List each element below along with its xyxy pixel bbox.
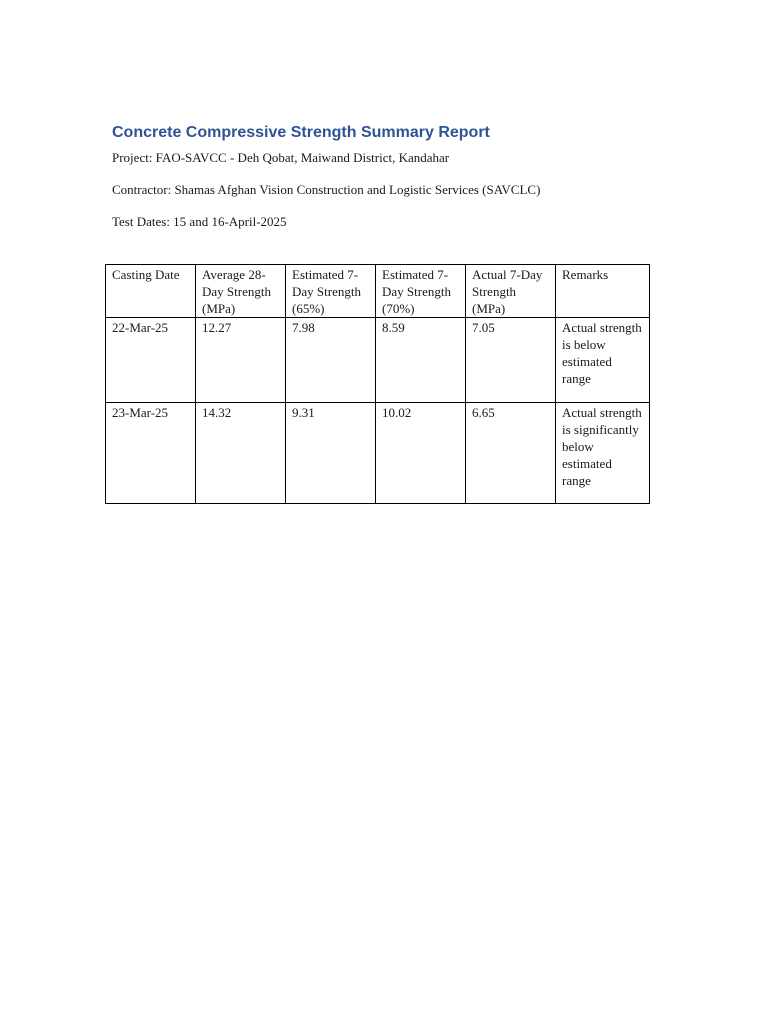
cell-actual-7-day-strength: 6.65	[466, 403, 556, 504]
header-actual-7-day-strength: Actual 7-Day Strength (MPa)	[466, 265, 556, 318]
cell-estimated-7-day-65: 9.31	[286, 403, 376, 504]
table-header-row	[106, 265, 650, 318]
test-dates-line: Test Dates: 15 and 16-April-2025	[112, 214, 287, 229]
header-remarks: Remarks	[556, 265, 650, 318]
header-casting-date: Casting Date	[106, 265, 196, 318]
cell-remarks: Actual strength is below estimated range	[556, 318, 650, 403]
cell-estimated-7-day-70: 8.59	[376, 318, 466, 403]
header-average-28-day-strength: Average 28-Day Strength (MPa)	[196, 265, 286, 318]
cell-actual-7-day-strength: 7.05	[466, 318, 556, 403]
strength-summary-table	[105, 264, 650, 504]
cell-average-28-day-strength: 14.32	[196, 403, 286, 504]
header-estimated-7-day-70: Estimated 7-Day Strength (70%)	[376, 265, 466, 318]
cell-casting-date: 23-Mar-25	[106, 403, 196, 504]
cell-estimated-7-day-65: 7.98	[286, 318, 376, 403]
table-row	[106, 403, 650, 504]
contractor-line: Contractor: Shamas Afghan Vision Construction and Logistic Services (SAVCLC)	[112, 182, 541, 197]
table-row	[106, 318, 650, 403]
project-line: Project: FAO-SAVCC - Deh Qobat, Maiwand District, Kandahar	[112, 150, 450, 165]
cell-average-28-day-strength: 12.27	[196, 318, 286, 403]
cell-casting-date: 22-Mar-25	[106, 318, 196, 403]
cell-remarks: Actual strength is significantly below estimated range	[556, 403, 650, 504]
page-title: Concrete Compressive Strength Summary Report	[112, 124, 490, 141]
cell-estimated-7-day-70: 10.02	[376, 403, 466, 504]
header-estimated-7-day-65: Estimated 7-Day Strength (65%)	[286, 265, 376, 318]
